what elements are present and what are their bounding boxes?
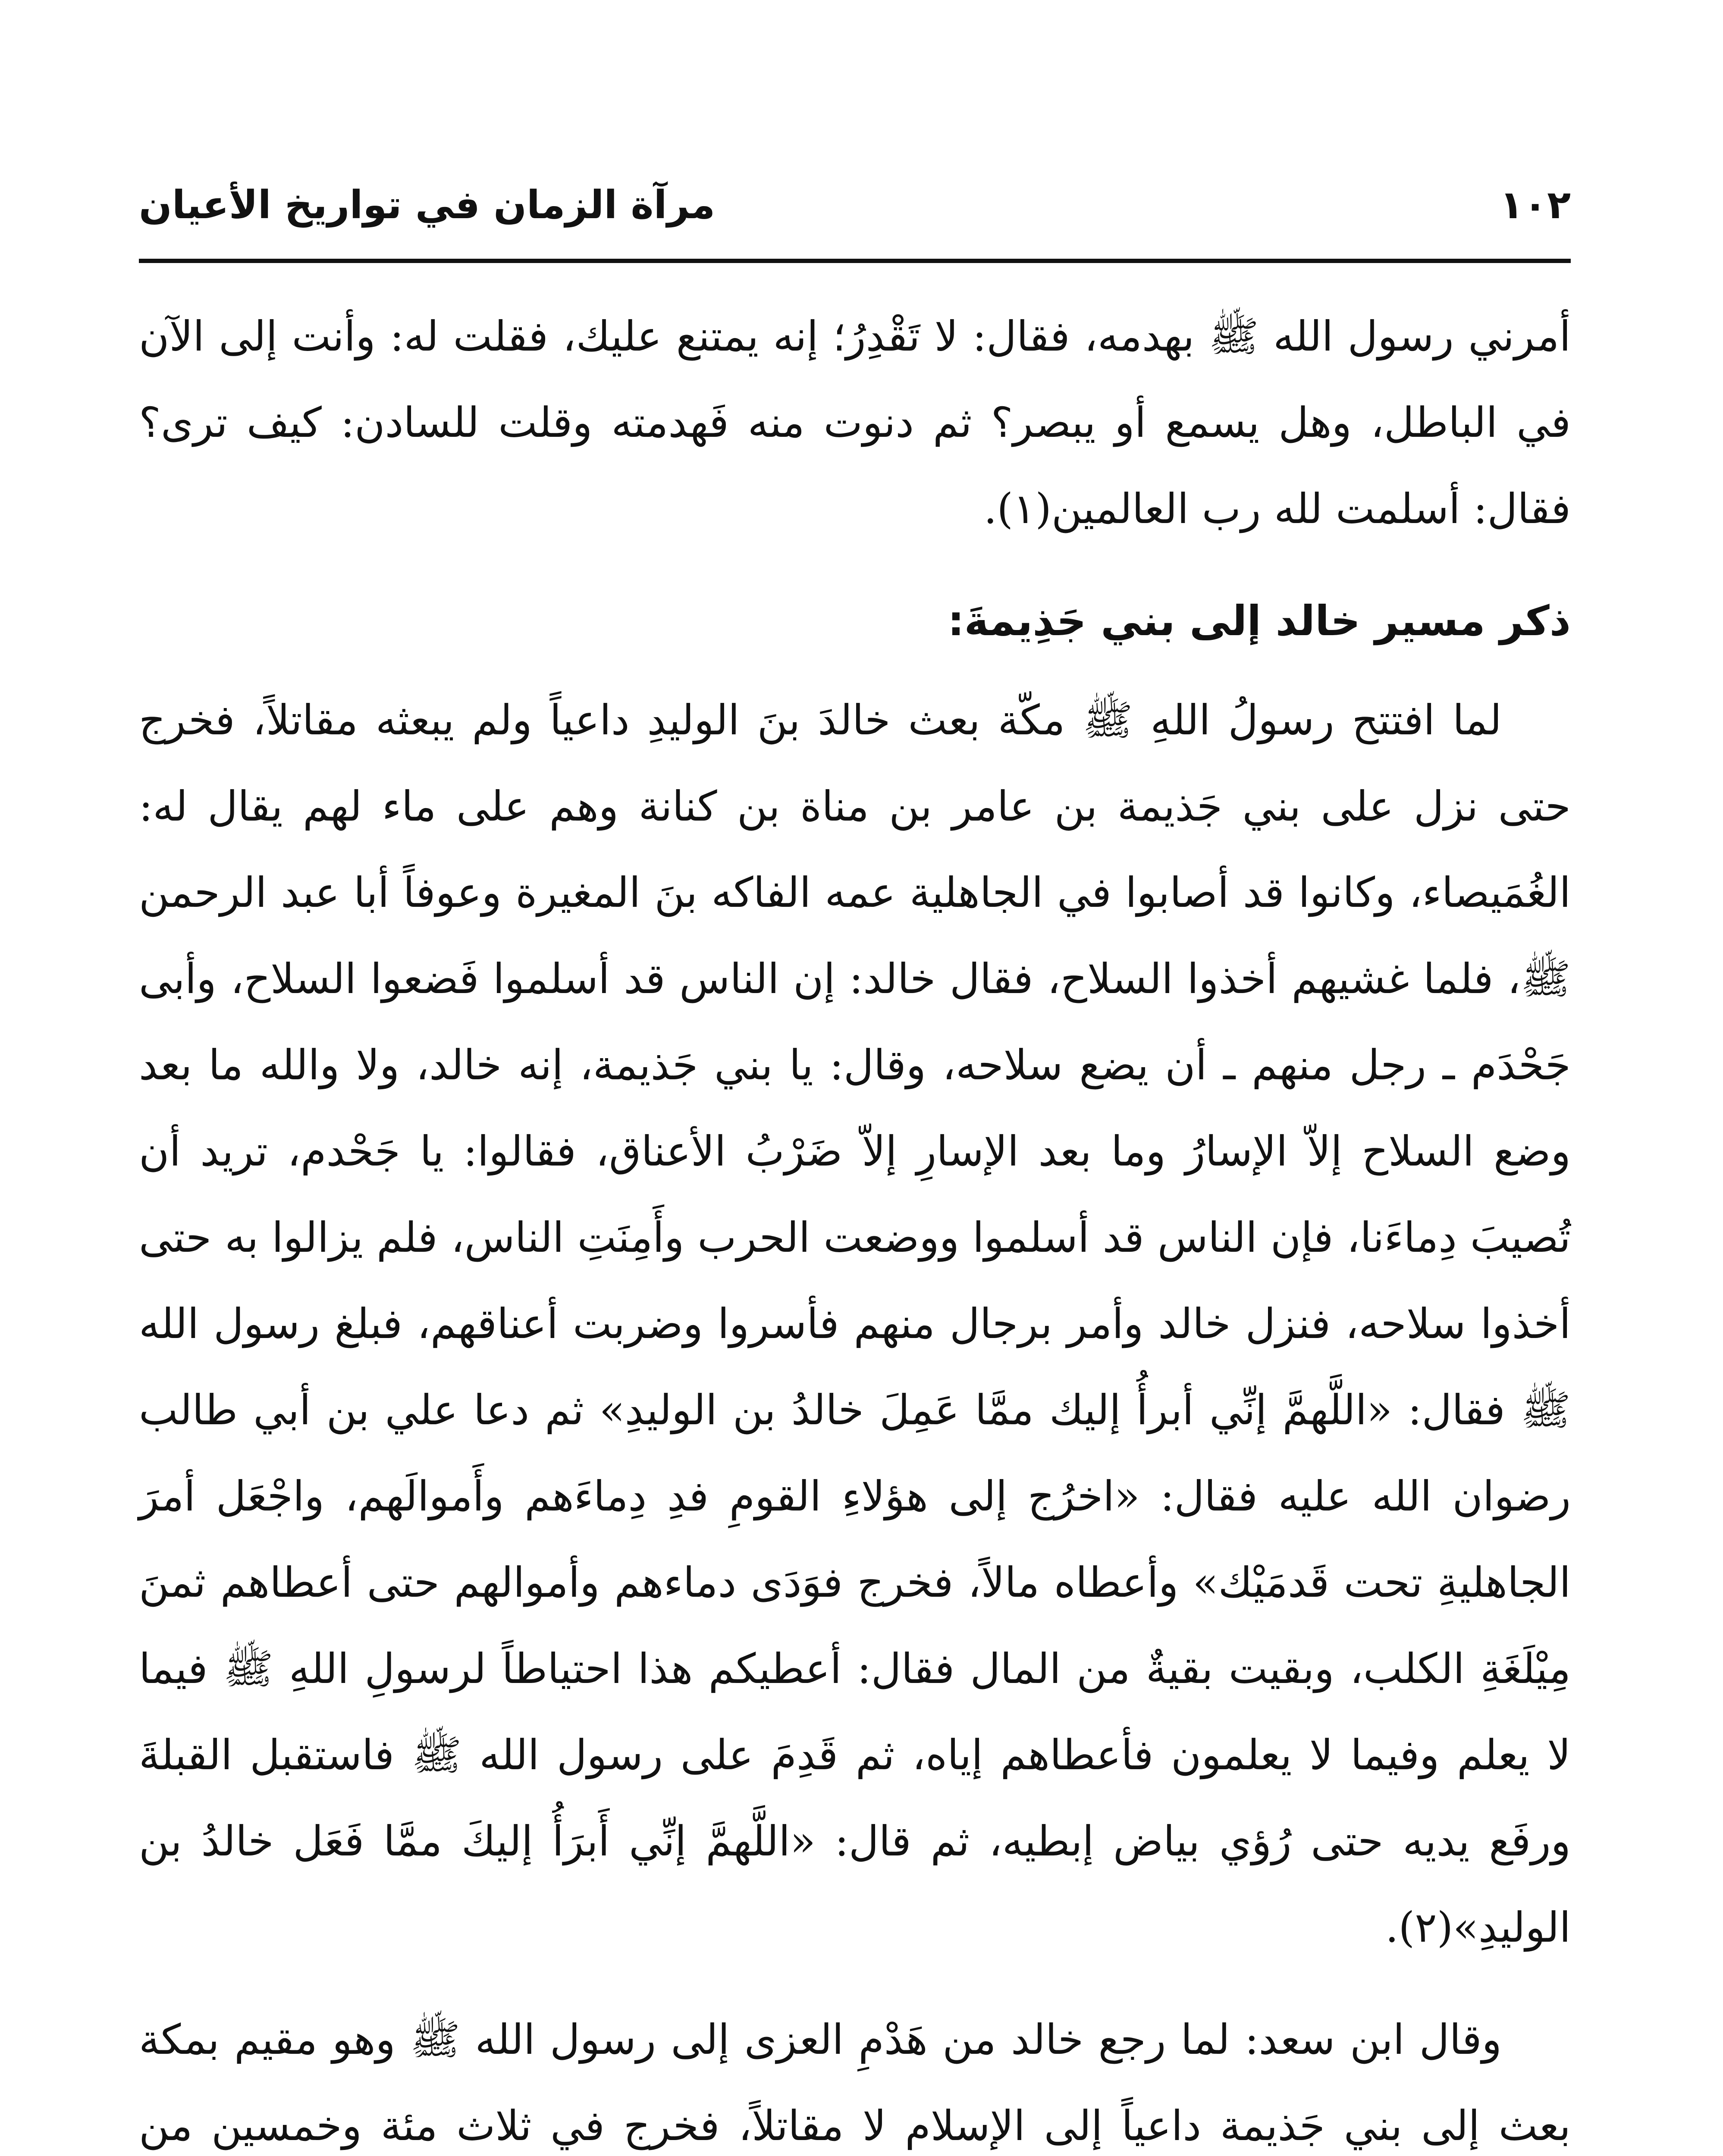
paragraph-1: أمرني رسول الله ﷺ بهدمه، فقال: لا تَقْدِرُ؛ إنه يمتنع عليك، فقلت له: وأنت إلى الآن في الباطل، وهل يسمع أو يبصر؟ ثم دنوت منه فَهدمته وقلت للسادن: كيف ترى؟ فقال: أسلمت لله رب العالمين(١). [139, 312, 1571, 533]
page-number: ١٠٢ [1500, 182, 1571, 228]
main-text [139, 293, 1571, 2156]
header-rule [139, 259, 1571, 263]
running-header [139, 172, 1571, 237]
section-heading: ذكر مسير خالد إلى بني جَذِيمةَ: [948, 597, 1571, 645]
paragraph-3: وقال ابن سعد: لما رجع خالد من هَدْمِ العزى إلى رسول الله ﷺ وهو مقيم بمكة بعث إلى بني جَذيمة داعياً إلى الإسلام لا مقاتلاً، فخرج في ثلاث مئة وخمسين من [139, 2015, 1571, 2150]
paragraph-gap [139, 1971, 1571, 1996]
paragraph-2: لما افتتح رسولُ اللهِ ﷺ مكّة بعث خالدَ بنَ الوليدِ داعياً ولم يبعثه مقاتلاً، فخرج حتى نزل على بني جَذيمة بن عامر بن مناة بن كنانة وهم على ماء لهم يقال له: الغُمَيصاء، وكانوا قد أصابوا في الجاهلية عمه الفاكه بنَ المغيرة وعوفاً أبا عبد الرحمن ﷺ، فلما غشيهم أخذوا السلاح، فقال خالد: إن الناس قد أسلموا فَضعوا السلاح، وأبى جَحْدَم ـ رجل منهم ـ أن يضع سلاحه، وقال: يا بني جَذيمة، إنه خالد، ولا والله ما بعد وضع السلاح إلاّ الإسارُ وما بعد الإسارِ إلاّ ضَرْبُ الأعناق، فقالوا: يا جَحْدم، تريد أن تُصيبَ دِماءَنا، فإن الناس قد أسلموا ووضعت الحرب وأَمِنَتِ الناس، فلم يزالوا به حتى أخذوا سلاحه، فنزل خالد وأمر برجال منهم فأسروا وضربت أعناقهم، فبلغ رسول الله ﷺ فقال: «اللَّهمَّ إنِّي أبرأُ إليك ممَّا عَمِلَ خالدُ بن الوليدِ» ثم دعا علي بن أبي طالب رضوان الله عليه فقال: «اخرُج إلى هؤلاءِ القومِ فدِ دِماءَهم وأَموالَهم، واجْعَل أمرَ الجاهليةِ تحت قَدمَيْك» وأعطاه مالاً، فخرج فوَدَى دماءهم وأموالهم حتى أعطاهم ثمنَ مِيْلَغَةِ الكلب، وبقيت بقيةٌ من المال فقال: أعطيكم هذا احتياطاً لرسولِ اللهِ ﷺ فيما لا يعلم وفيما لا يعلمون فأعطاهم إياه، ثم قَدِمَ على رسول الله ﷺ فاستقبل القبلةَ ورفَع يديه حتى رُؤي بياض إبطيه، ثم قال: «اللَّهمَّ إنِّي أَبرَأُ إليكَ ممَّا فَعَل خالدُ بن الوليدِ»(٢). [139, 696, 1571, 1952]
book-title: مرآة الزمان في تواريخ الأعيان [139, 182, 716, 228]
